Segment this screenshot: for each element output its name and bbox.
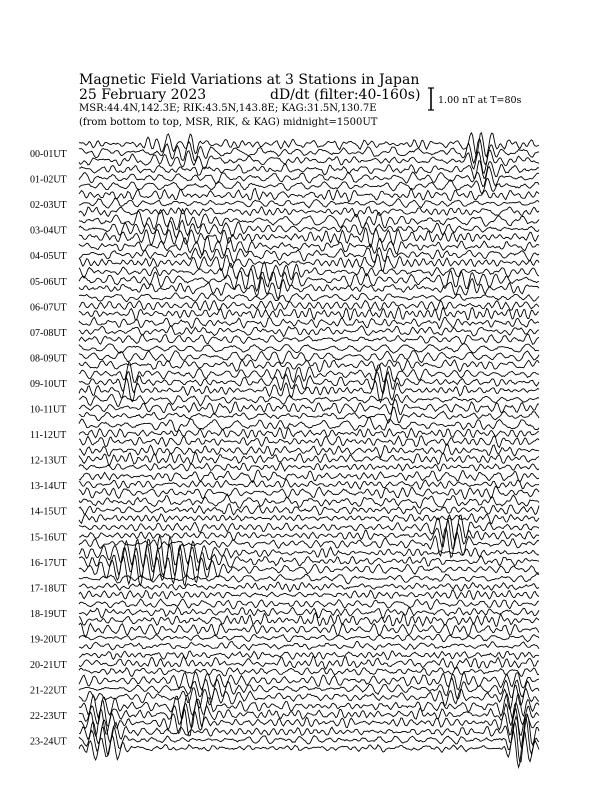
trace-09-10ut-kag: [79, 378, 539, 403]
trace-20-21ut-msr: [79, 651, 539, 660]
row-label-05-06ut: 05-06UT: [30, 276, 67, 288]
trace-00-01ut-kag: [79, 150, 539, 173]
trace-17-18ut-kag: [79, 590, 539, 600]
trace-07-08ut-kag: [79, 334, 539, 344]
trace-14-15ut-rik: [79, 504, 539, 515]
trace-21-22ut-msr: [79, 672, 539, 690]
trace-07-08ut-msr: [79, 317, 539, 328]
trace-05-06ut-kag: [79, 277, 539, 299]
chart-date: 25 February 2023: [79, 87, 207, 103]
trace-19-20ut-kag: [79, 641, 539, 650]
row-label-09-10ut: 09-10UT: [30, 378, 67, 390]
row-label-14-15ut: 14-15UT: [30, 506, 67, 518]
trace-06-07ut-msr: [79, 293, 539, 302]
trace-19-20ut-msr: [79, 623, 539, 637]
trace-04-05ut-kag: [79, 254, 539, 271]
row-label-01-02ut: 01-02UT: [30, 174, 67, 186]
row-label-00-01ut: 00-01UT: [30, 149, 67, 160]
trace-07-08ut-rik: [79, 326, 539, 337]
trace-12-13ut-kag: [79, 463, 539, 471]
trace-11-12ut-msr: [79, 417, 539, 431]
trace-23-24ut-rik: [79, 718, 539, 762]
chart-title: Magnetic Field Variations at 3 Stations in Japan: [79, 72, 420, 88]
row-label-22-23ut: 22-23UT: [30, 711, 67, 723]
row-label-16-17ut: 16-17UT: [30, 557, 67, 569]
trace-14-15ut-msr: [79, 494, 539, 508]
row-label-19-20ut: 19-20UT: [30, 634, 67, 646]
trace-04-05ut-msr: [79, 236, 539, 255]
chart-component: dD/dt (filter:40-160s): [270, 87, 421, 103]
row-label-21-22ut: 21-22UT: [30, 685, 67, 697]
row-label-15-16ut: 15-16UT: [30, 532, 67, 544]
trace-17-18ut-rik: [79, 582, 539, 592]
row-label-11-12ut: 11-12UT: [30, 430, 67, 442]
trace-03-04ut-msr: [79, 209, 539, 230]
station-coordinates: MSR:44.4N,142.3E; RIK:43.5N,143.8E; KAG:31.5N,130.7E: [79, 103, 377, 114]
row-labels: [30, 149, 67, 748]
trace-11-12ut-rik: [79, 428, 539, 439]
row-label-08-09ut: 08-09UT: [30, 353, 67, 365]
trace-08-09ut-rik: [79, 351, 539, 364]
trace-group: [79, 133, 539, 767]
trace-17-18ut-msr: [79, 574, 539, 584]
row-label-17-18ut: 17-18UT: [30, 583, 67, 595]
row-label-02-03ut: 02-03UT: [30, 200, 67, 212]
scale-label: 1.00 nT at T=80s: [438, 95, 522, 106]
row-label-07-08ut: 07-08UT: [30, 327, 67, 339]
row-label-03-04ut: 03-04UT: [30, 225, 67, 237]
trace-02-03ut-rik: [79, 198, 539, 208]
trace-22-23ut-kag: [79, 708, 539, 736]
row-label-20-21ut: 20-21UT: [30, 660, 67, 671]
trace-23-24ut-msr: [79, 715, 539, 748]
scale-bar: [428, 88, 434, 110]
trace-08-09ut-kag: [79, 360, 539, 372]
trace-12-13ut-rik: [79, 452, 539, 465]
row-label-04-05ut: 04-05UT: [30, 251, 67, 263]
trace-02-03ut-msr: [79, 188, 539, 201]
trace-06-07ut-kag: [79, 307, 539, 320]
trace-11-12ut-kag: [79, 436, 539, 448]
trace-10-11ut-kag: [79, 407, 539, 423]
row-label-10-11ut: 10-11UT: [30, 404, 67, 416]
trace-03-04ut-kag: [79, 228, 539, 248]
station-order-note: (from bottom to top, MSR, RIK, & KAG) midnight=1500UT: [79, 117, 378, 128]
trace-13-14ut-msr: [79, 470, 539, 483]
trace-09-10ut-rik: [79, 372, 539, 394]
trace-13-14ut-kag: [79, 486, 539, 499]
row-label-13-14ut: 13-14UT: [30, 481, 67, 493]
row-label-06-07ut: 06-07UT: [30, 302, 67, 314]
row-label-18-19ut: 18-19UT: [30, 608, 67, 620]
trace-12-13ut-msr: [79, 444, 539, 458]
trace-19-20ut-rik: [79, 634, 539, 642]
trace-20-21ut-kag: [79, 667, 539, 676]
trace-18-19ut-msr: [79, 599, 539, 610]
row-label-23-24ut: 23-24UT: [30, 736, 67, 748]
row-label-12-13ut: 12-13UT: [30, 455, 67, 467]
trace-23-24ut-kag: [79, 731, 539, 767]
